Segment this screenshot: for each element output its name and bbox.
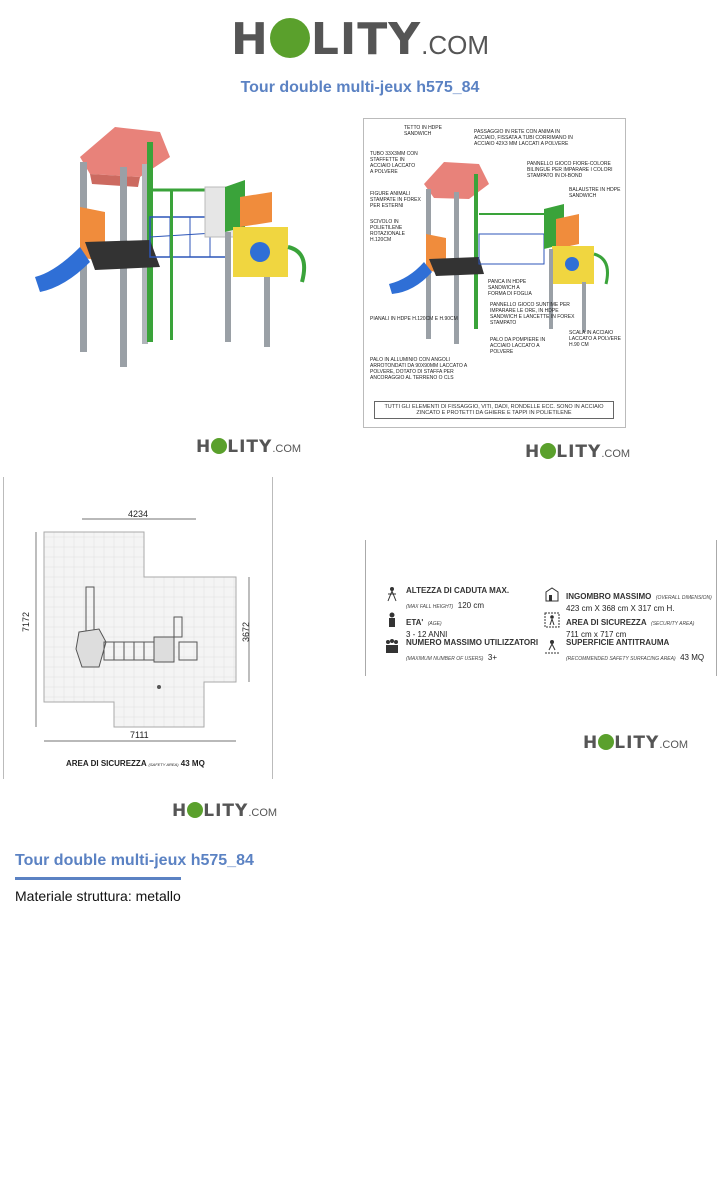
- logo-o-mark: [187, 802, 203, 818]
- callout-tube: TUBO 33X3MM CON STAFFETTE IN ACCIAIO LACCATO A POLVERE: [370, 151, 418, 175]
- callout-post: PALO IN ALLUMINIO CON ANGOLI ARROTONDATI DA 90X90MM LACCATO A POLVERE, DOTATO DI STAFFA PER ANCORAGGIO AL TERRENO O CLS: [370, 357, 467, 381]
- logo-o-mark: [211, 438, 227, 454]
- spec-age: ETA' (AGE) 3 - 12 ANNI: [384, 612, 447, 639]
- callout-ladder: SCALA IN ACCIAIO LACCATO A POLVERE H.90 CM: [569, 330, 621, 348]
- spec-safety-surfacing: SUPERFICIE ANTITRAUMA (RECOMMENDED SAFETY SURFACING AREA) 43 MQ: [544, 638, 704, 665]
- fall-height-icon: [384, 586, 400, 602]
- holity-logo-small[interactable]: H LITY .COM: [196, 437, 302, 457]
- plan-dimension-bottom: 7111: [130, 730, 149, 740]
- holity-logo-small[interactable]: H LITY .COM: [172, 801, 278, 821]
- callout-platforms: PIANALI IN HDPE H.120CM E H.90CM: [370, 316, 458, 322]
- spec-fall-height: ALTEZZA DI CADUTA MAX. (MAX FALL HEIGHT) 120 cm: [384, 586, 509, 613]
- callout-net-passage: PASSAGGIO IN RETE CON ANIMA IN ACCIAIO, FISSATA A TUBI CORRIMANO IN ACCIAIO 42X3 MM LACCATI A POLVERE: [474, 129, 573, 147]
- spec-safety-area: AREA DI SICUREZZA (SECURITY AREA) 711 cm x 717 cm: [544, 612, 694, 639]
- product-specs: [365, 540, 717, 676]
- holity-logo[interactable]: H LITY .COM: [230, 14, 489, 65]
- callout-balustrade: BALAUSTRE IN HDPE SANDWICH: [569, 187, 621, 199]
- material-description: Materiale struttura: metallo: [15, 888, 181, 904]
- callout-fireman-pole: PALO DA POMPIERE IN ACCIAIO LACCATO A POLVERE: [490, 337, 546, 355]
- plan-dimension-top: 4234: [128, 509, 149, 519]
- safety-area-icon: [544, 612, 560, 628]
- safety-area-caption: AREA DI SICUREZZA (SAFETY AREA) 43 MQ: [66, 759, 205, 768]
- holity-logo-small[interactable]: H LITY .COM: [525, 442, 631, 462]
- logo-o-mark: [598, 734, 614, 750]
- callout-roof: TETTO IN HDPE SANDWICH: [404, 125, 442, 137]
- callout-bench: PANCA IN HDPE SANDWICH A FORMA DI FOGLIA: [488, 279, 532, 297]
- holity-logo-small[interactable]: H LITY .COM: [583, 733, 689, 753]
- diagram-footnote: TUTTI GLI ELEMENTI DI FISSAGGIO, VITI, DADI, RONDELLE ECC. SONO IN ACCIAIO ZINCATO E PROTETTI DA GHIERE E TAPPI IN POLIETILENE: [374, 401, 614, 419]
- page-title: Tour double multi-jeux h575_84: [240, 79, 480, 96]
- dimension-icon: [544, 586, 560, 602]
- users-icon: [384, 638, 400, 654]
- logo-o-mark: [270, 18, 310, 58]
- callout-slide: SCIVOLO IN POLIETILENE ROTAZIONALE H.120CM: [370, 219, 405, 243]
- callout-flower-panel: PANNELLO GIOCO FIORE-COLORE BILINGUE PER IMPARARE I COLORI STAMPATO IN DI-BOND: [527, 161, 613, 179]
- callout-suntime-panel: PANNELLO GIOCO SUNTIME PER IMPARARE LE ORE, IN HDPE SANDWICH E LANCETTE IN FOREX STAMPATO: [490, 302, 575, 326]
- logo-o-mark: [540, 443, 556, 459]
- age-icon: [384, 612, 400, 628]
- plan-dimension-left: 7172: [21, 611, 32, 633]
- section-title-underline: [15, 877, 181, 880]
- callout-animal-figures: FIGURE ANIMALI STAMPATE IN FOREX PER ESTERNI: [370, 191, 421, 209]
- product-render-image: [20, 112, 320, 382]
- spec-max-users: NUMERO MASSIMO UTILIZZATORI (MAXIMUM NUMBER OF USERS) 3+: [384, 638, 538, 665]
- spec-overall-dimension: INGOMBRO MASSIMO (OVERALL DIMENSION) 423 cm X 368 cm X 317 cm H.: [544, 586, 712, 613]
- surfacing-icon: [544, 638, 560, 654]
- section-title: Tour double multi-jeux h575_84: [15, 852, 254, 869]
- plan-dimension-right: 3672: [241, 621, 252, 643]
- technical-diagram: [363, 118, 626, 428]
- floor-plan: [3, 477, 273, 779]
